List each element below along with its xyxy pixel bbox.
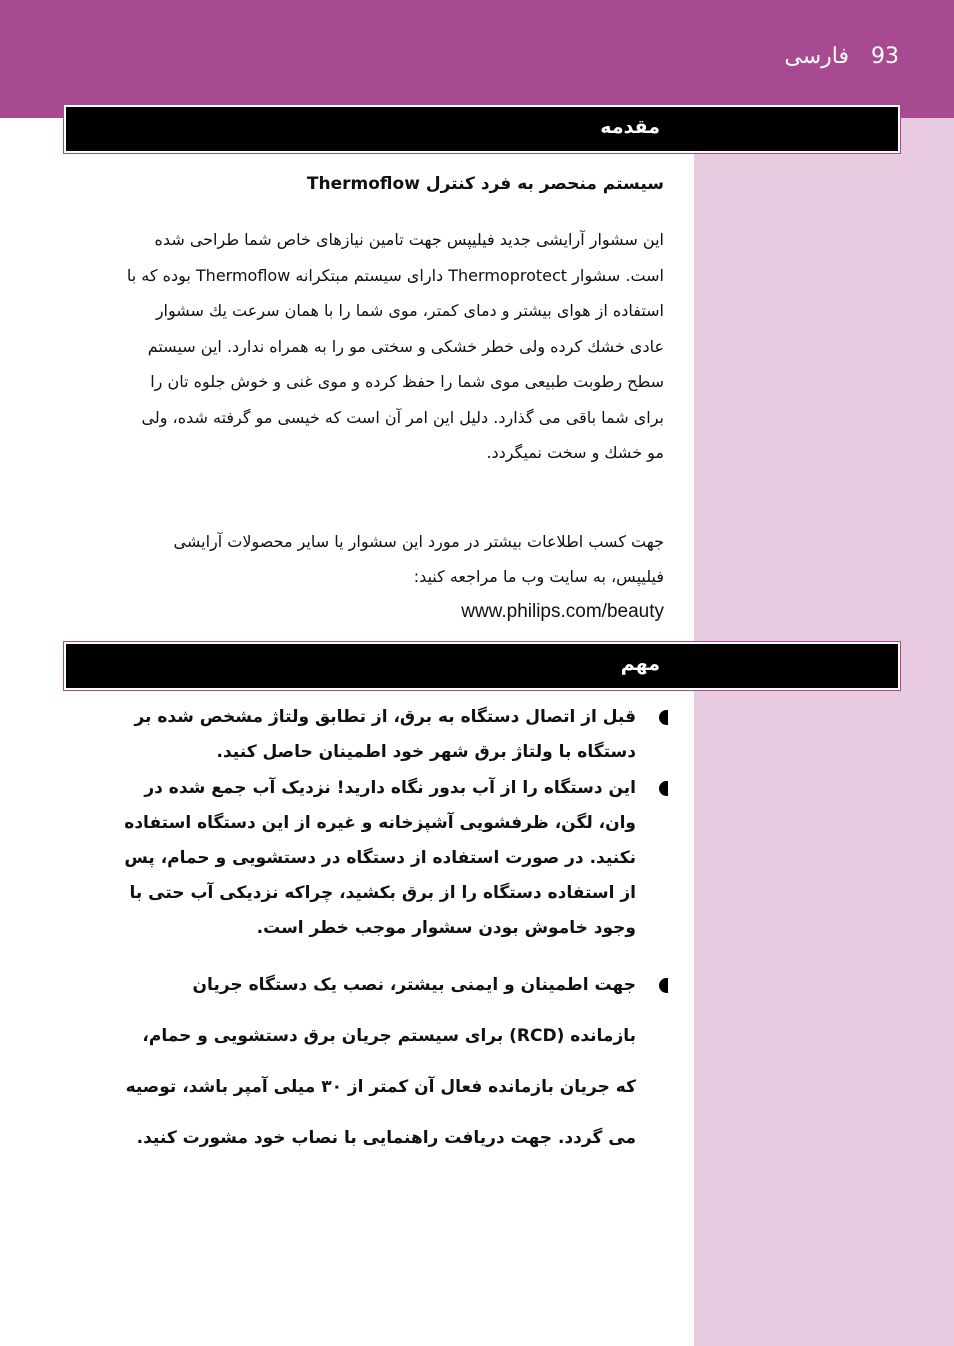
important-list [122,700,670,1164]
section-title-important: مهم [620,653,660,675]
page-header [784,44,899,69]
list-item-text: جهت اطمینان و ایمنی بیشتر، نصب یک دستگاه جریان بازمانده (RCD) برای سیستم جریان برق دستشویی و حمام، که جریان بازمانده فعال آن کمتر از ۳۰ میلی آمپر باشد، توصیه می گردد. جهت دریافت راهنمایی با نصاب خود مشورت کنید. [125,975,636,1148]
section-bar-important [64,642,900,690]
section-title-intro: مقدمه [600,116,660,138]
page-number: 93 [871,44,899,69]
page-language: فارسی [784,44,849,69]
list-item-text: این دستگاه را از آب بدور نگاه دارید! نزدیک آب جمع شده در وان، لگن، ظرفشویی آشپزخانه و غیره از این دستگاه استفاده نکنید. در صورت استفاده از دستگاه در دستشویی و حمام، پس از استفاده دستگاه را از برق بکشید، چراکه نزدیکی آب حتی با وجود خاموش بودن سشوار موجب خطر است. [124,778,636,938]
bullet-icon [659,978,668,993]
website-link[interactable]: www.philips.com/beauty [461,601,664,622]
more-info-paragraph [124,524,664,629]
intro-subheading: سیستم منحصر به فرد کنترل Thermoflow [306,174,664,194]
bullet-icon [659,781,668,796]
side-band [694,118,954,1346]
list-item [122,771,670,946]
more-info-text: جهت کسب اطلاعات بیشتر در مورد این سشوار یا سایر محصولات آرایشی فیلیپس، به سایت وب ما مراجعه کنید: [173,532,664,586]
list-item-text: قبل از اتصال دستگاه به برق، از تطابق ولتاژ مشخص شده بر دستگاه با ولتاژ برق شهر خود اطمینان حاصل کنید. [134,707,636,762]
bullet-icon [659,710,668,725]
section-bar-intro [64,105,900,153]
list-item [122,960,670,1164]
intro-paragraph: این سشوار آرایشی جدید فیلیپس جهت تامین نیازهای خاص شما طراحی شده است. سشوار Thermoprotect دارای سیستم مبتکرانه Thermoflow بوده که با استفاده از هوای بیشتر و دمای کمتر، موی شما را با همان سرعت یك سشوار عادی خشك کرده ولی خطر خشکی و سختی مو را به همراه ندارد. این سیستم سطح رطوبت طبیعی موی شما را حفظ کرده و موی غنی و خوش جلوه تان را برای شما باقی می گذارد. دلیل این امر آن است که خیسی مو گرفته شده، ولی مو خشك و سخت نمیگردد. [126,230,664,462]
list-item [122,700,670,770]
